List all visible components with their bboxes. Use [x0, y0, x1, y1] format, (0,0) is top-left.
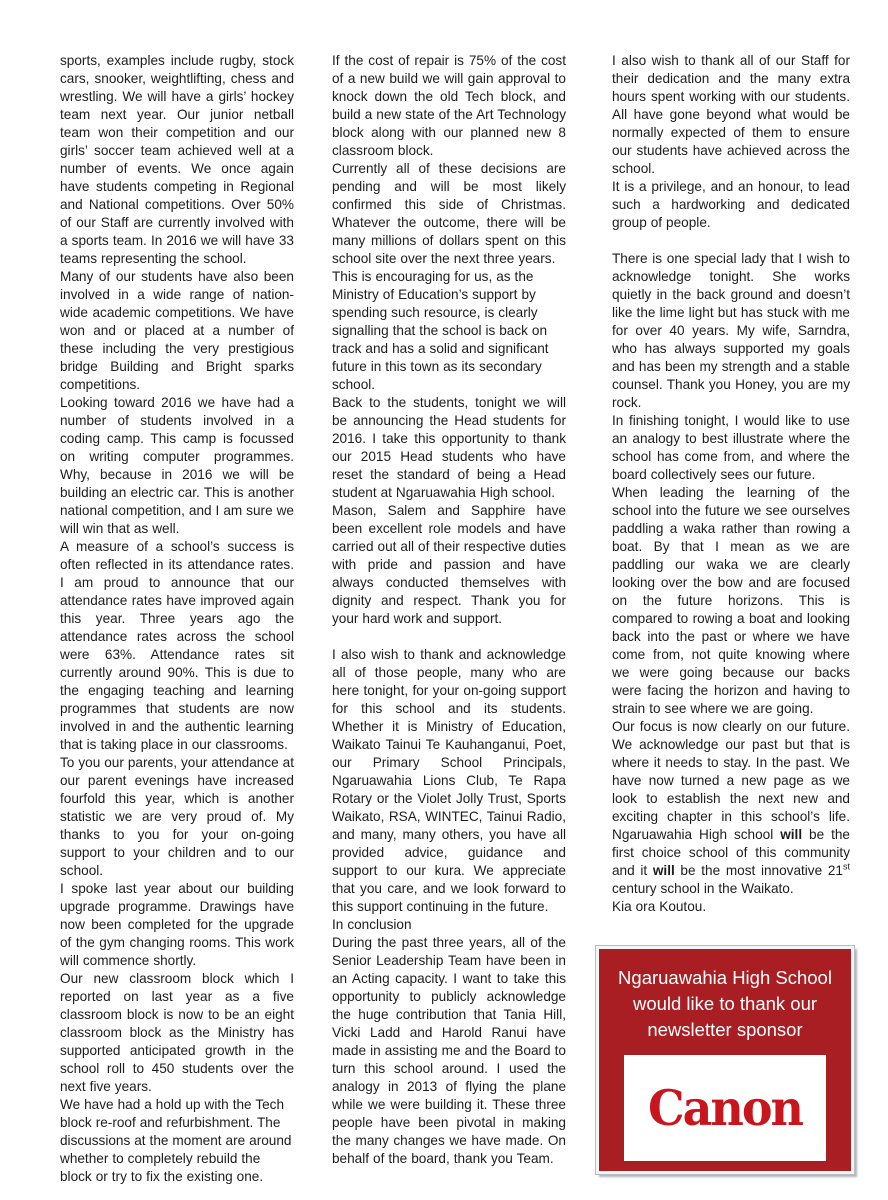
paragraph: It is a privilege, and an honour, to lead such a hardworking and dedicated group of people.: [612, 179, 850, 230]
sponsor-message: Ngaruawahia High School would like to thank our newsletter sponsor: [618, 967, 832, 1040]
sponsor-box: [596, 946, 854, 1174]
paragraph: I also wish to thank and acknowledge all of those people, many who are here tonight, for your on-going support for this school and its students. Whether it is Ministry of Education, Waikato Tainui Te Kauhanganui, Poet, our Primary School Principals, Ngaruawahia Lions Club, Te Rapa Rotary or the Violet Jolly Trust, Sports Waikato, RSA, WINTEC, Tainui Radio, and many, many others, you have all provided advice, guidance and support to our kura. We appreciate that you care, and we look forward to this support continuing in the future.: [332, 647, 566, 914]
paragraph: This is encouraging for us, as the Ministry of Education’s support by spending such resource, is clearly signalling that the school is back on track and has a solid and significant future in this town as its secondary school.: [332, 269, 549, 392]
paragraph: Many of our students have also been involved in a wide range of nation-wide academic competitions. We have won and or placed at a number of these including the very prestigious bridge Building and Bright sparks competitions.: [60, 269, 294, 392]
paragraph: sports, examples include rugby, stock cars, snooker, weightlifting, chess and wrestling. We will have a girls’ hockey team next year. Our junior netball team won their competition and our girls’ soccer team achieved well at a number of events. We once again have students competing in Regional and National competitions. Over 50% of our Staff are currently involved with a sports team. In 2016 we will have 33 teams representing the school.: [60, 53, 294, 266]
paragraph: There is one special lady that I wish to acknowledge tonight. She works quietly in the back ground and doesn’t like the lime light but has stuck with me for over 40 years. My wife, Sarndra, who has always supported my goals and has been my strength and a stable counsel. Thank you Honey, you are my rock.: [612, 251, 850, 410]
paragraph: A measure of a school’s success is often reflected in its attendance rates. I am proud to announce that our attendance rates have improved again this year. Three years ago the attendance rates across the school were 63%. Attendance rates sit currently around 90%. This is due to the engaging teaching and learning programmes that students are now involved in and the authentic learning that is taking place in our classrooms.: [60, 539, 294, 752]
paragraph: In conclusion: [332, 917, 412, 932]
canon-logo-panel: [624, 1055, 826, 1161]
column-2: [332, 52, 566, 1168]
paragraph: We have had a hold up with the Tech block re-roof and refurbishment. The discussions at the moment are around whether to completely rebuild the block or try to fix the existing one.: [60, 1097, 292, 1184]
paragraph: During the past three years, all of the Senior Leadership Team have been in an Acting capacity. I want to take this opportunity to publicly acknowledge the huge contribution that Tania Hill, Vicki Ladd and Harold Ranui have made in assisting me and the Board to turn this school around. I used the analogy in 2013 of flying the plane while we were building it. These three people have been pivotal in making the many changes we have made. On behalf of the board, thank you Team.: [332, 935, 566, 1166]
paragraph: Kia ora Koutou.: [612, 899, 707, 914]
paragraph: If the cost of repair is 75% of the cost of a new build we will gain approval to knock down the old Tech block, and build a new state of the Art Technology block along with our planned new 8 classroom block.: [332, 53, 566, 158]
paragraph: Our new classroom block which I reported on last year as a five classroom block is now to be an eight classroom block as the Ministry has supported anticipated growth in the school roll to 450 students over the next five years.: [60, 971, 294, 1094]
paragraph: Mason, Salem and Sapphire have been excellent role models and have carried out all of their respective duties with pride and passion and have always conducted themselves with dignity and respect. Thank you for your hard work and support.: [332, 503, 566, 626]
canon-logo: Canon: [648, 1079, 802, 1137]
column-3: [612, 52, 850, 916]
paragraph: Currently all of these decisions are pending and will be most likely confirmed this side of Christmas. Whatever the outcome, there will be many millions of dollars spent on this school site over the next three years.: [332, 161, 566, 266]
paragraph: When leading the learning of the school into the future we see ourselves paddling a waka rather than rowing a boat. By that I mean as we are paddling our waka we are clearly looking over the bow and are focused on the future horizons. This is compared to rowing a boat and looking back into the past or where we have come from, not quite knowing where we were going because our backs were facing the horizon and having to strain to see where we are going.: [612, 485, 850, 716]
paragraph: I also wish to thank all of our Staff for their dedication and the many extra hours spent working with our students. All have gone beyond what would be normally expected of them to ensure our students have achieved across the school.: [612, 53, 850, 176]
paragraph: I spoke last year about our building upgrade programme. Drawings have now been completed for the upgrade of the gym changing rooms. This work will commence shortly.: [60, 881, 294, 968]
paragraph: In finishing tonight, I would like to use an analogy to best illustrate where the school has come from, and where the board collectively sees our future.: [612, 413, 850, 482]
column-1: [60, 52, 294, 1186]
paragraph: Our focus is now clearly on our future. We acknowledge our past but that is where it needs to stay. In the past. We have now turned a new page as we look to establish the next new and exciting chapter in this school’s life. Ngaruawahia High school will be the first choice school of this community and it will be the most innovative 21st century school in the Waikato.: [612, 719, 850, 896]
paragraph: Looking toward 2016 we have had a number of students involved in a coding camp. This camp is focussed on writing computer programmes. Why, because in 2016 we will be building an electric car. This is another national competition, and I am sure we will win that as well.: [60, 395, 294, 536]
paragraph: Back to the students, tonight we will be announcing the Head students for 2016. I take this opportunity to thank our 2015 Head students who have reset the standard of being a Head student at Ngaruawahia High school.: [332, 395, 566, 500]
paragraph: To you our parents, your attendance at our parent evenings have increased fourfold this year, which is another statistic we are very proud of. My thanks to you for your on-going support to your children and to our school.: [60, 755, 294, 878]
